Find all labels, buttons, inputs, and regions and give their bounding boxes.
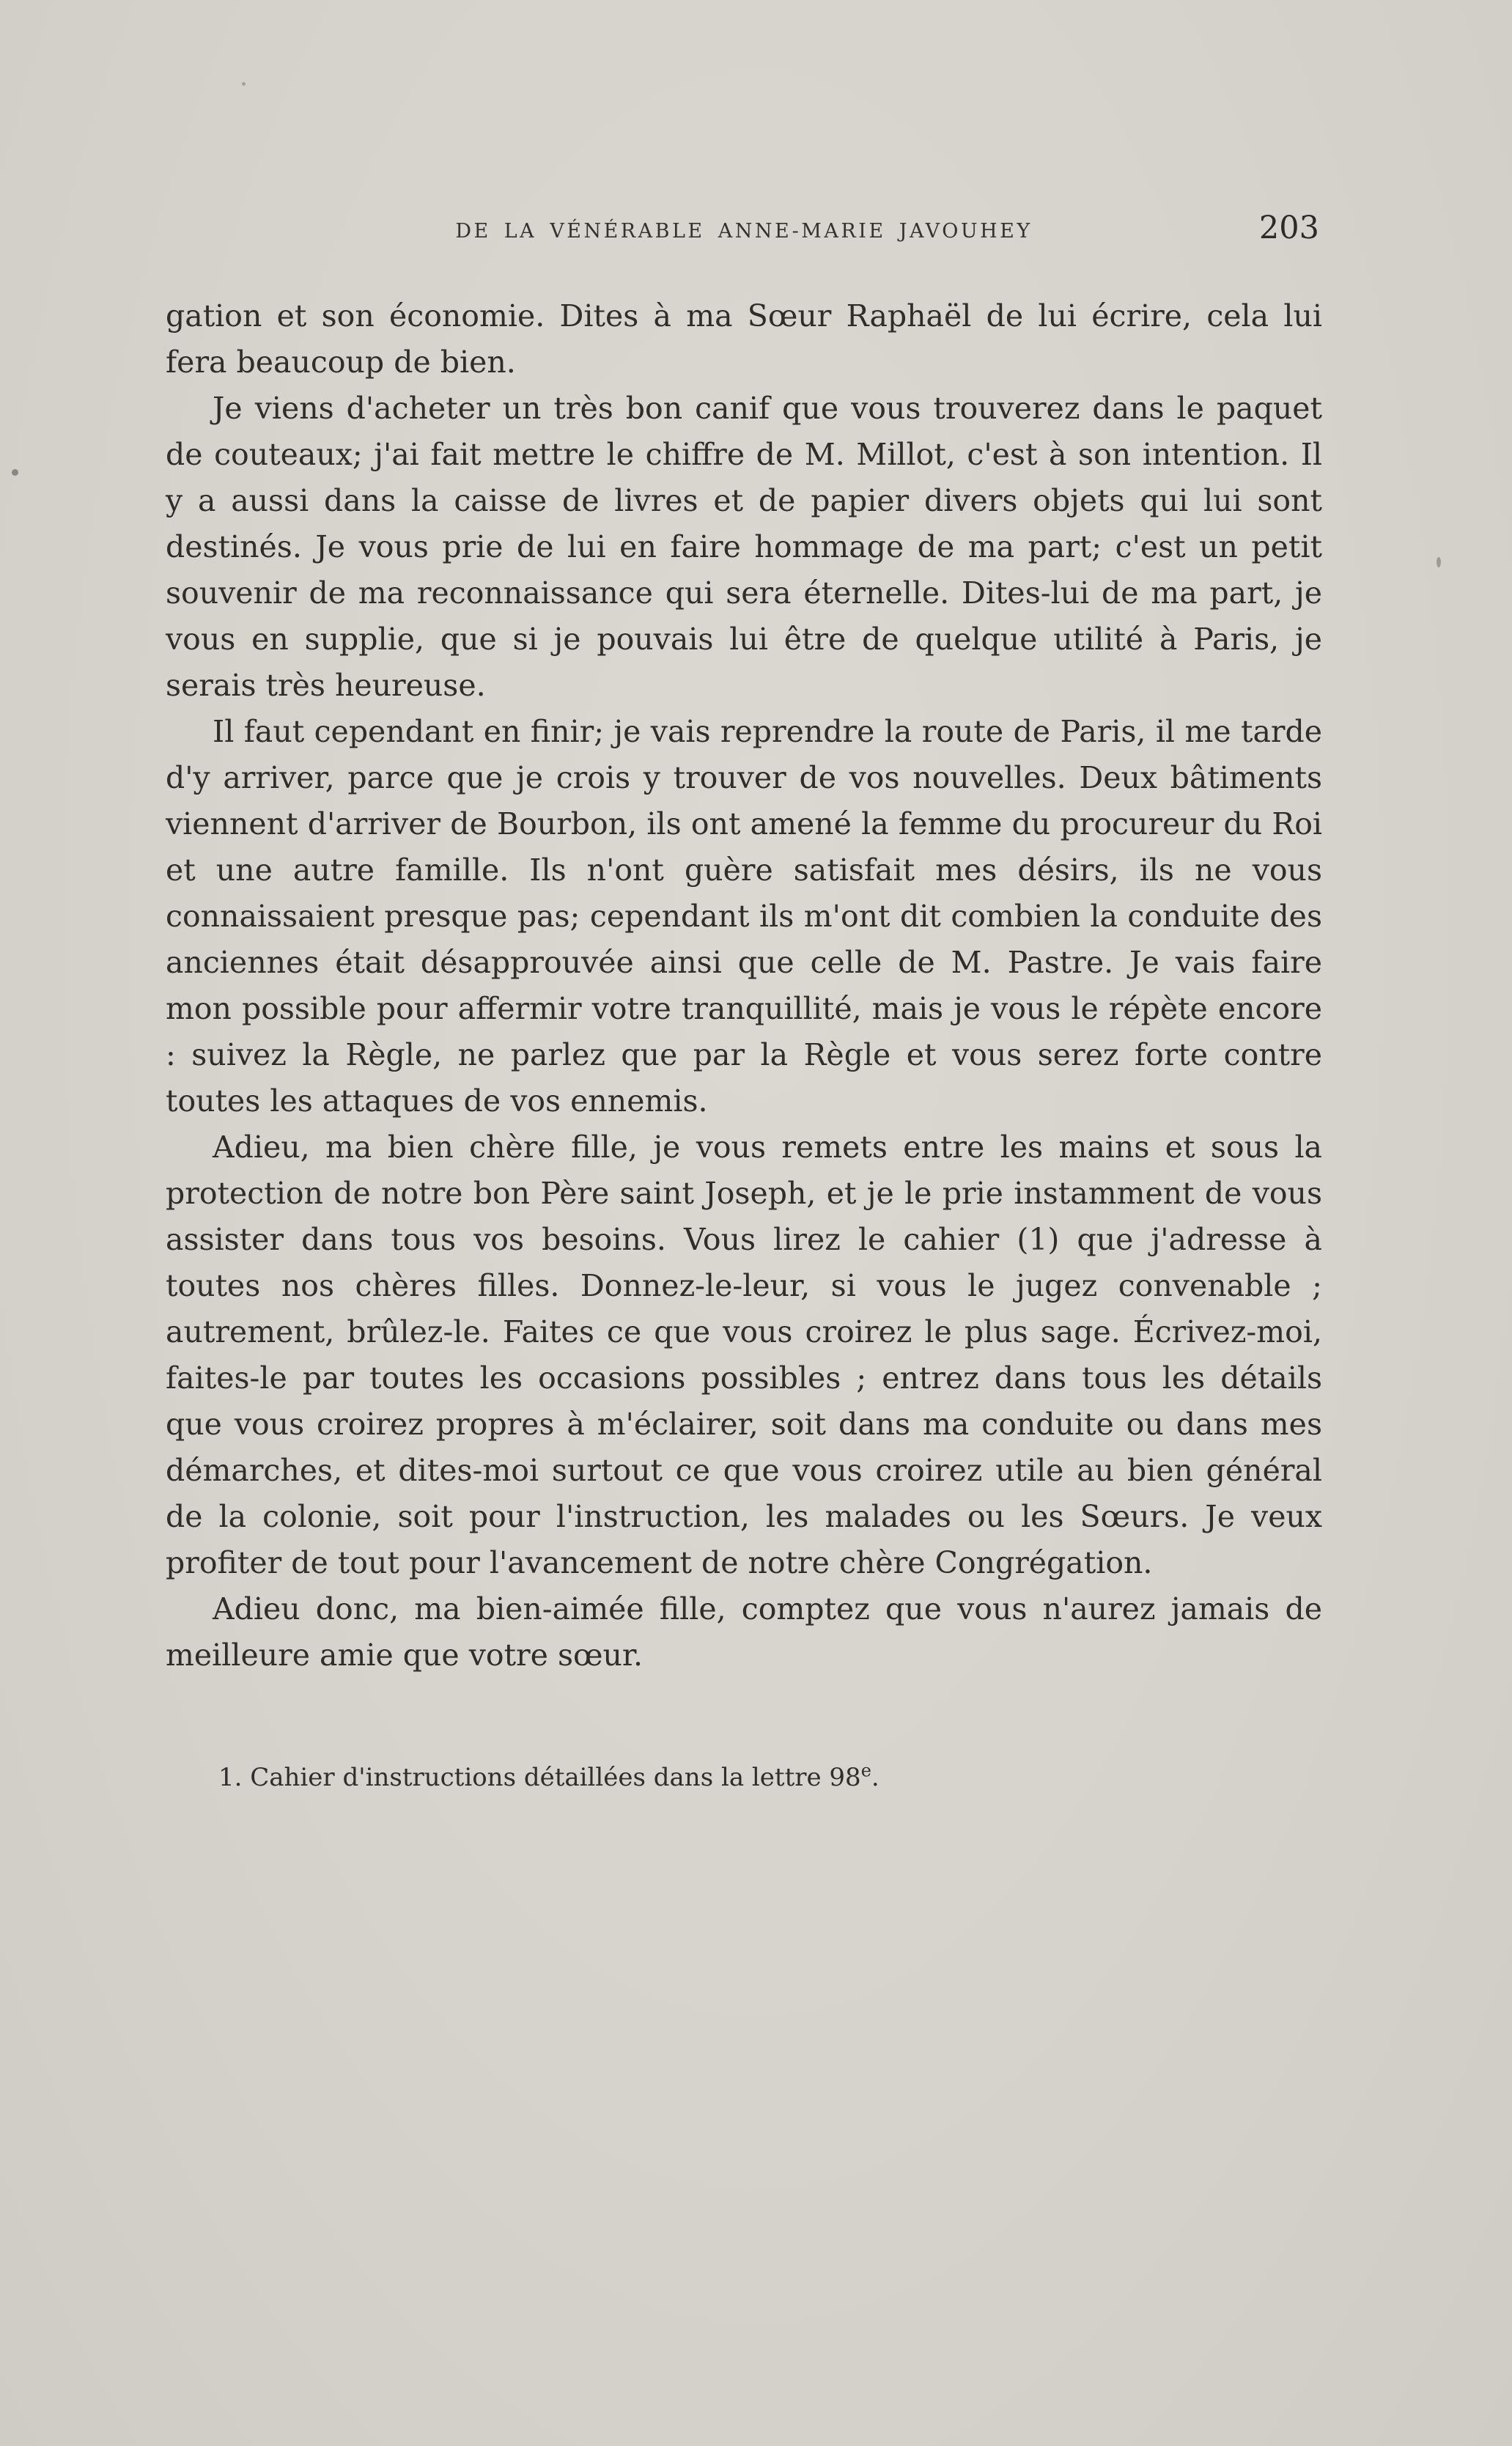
page-number: 203 [1258,210,1319,246]
scan-speck [12,469,18,476]
paragraph-continuation: gation et son économie. Dites à ma Sœur Raphaël de lui écrire, cela lui fera beaucoup de bien. [166,298,1322,380]
scan-speck [242,82,246,86]
footnote [166,1761,1322,1794]
paragraph: Adieu, ma bien chère fille, je vous remets entre les mains et sous la protection de notre bon Père saint Joseph, et je le prie instamment de vous assister dans tous vos besoins. Vous lirez le cahier (1) que j'adresse à toutes nos chères filles. Donnez-le-leur, si vous le jugez convenable ; autrement, brûlez-le. Faites ce que vous croirez le plus sage. Écrivez-moi, faites-le par toutes les occasions possibles ; entrez dans tous les détails que vous croirez propres à m'éclairer, soit dans ma conduite ou dans mes démarches, et dites-moi surtout ce que vous croirez utile au bien général de la colonie, soit pour l'instruction, les malades ou les Sœurs. Je veux profiter de tout pour l'avancement de notre chère Congrégation. [166,1130,1322,1580]
footnote-text: 1. Cahier d'instructions détaillées dans la lettre 98 [218,1763,861,1792]
footnote-period: . [871,1763,879,1792]
running-header [166,210,1322,252]
scan-speck [1437,557,1441,567]
footnote-superscript: e [860,1760,871,1781]
running-header-title: DE LA VÉNÉRABLE ANNE-MARIE JAVOUHEY [455,220,1033,243]
paragraph: Je viens d'acheter un très bon canif que vous trouverez dans le paquet de couteaux; j'ai fait mettre le chiffre de M. Millot, c'est à son intention. Il y a aussi dans la caisse de livres et de papier divers objets qui lui sont destinés. Je vous prie de lui en faire hommage de ma part; c'est un petit souvenir de ma reconnaissance qui sera éternelle. Dites-lui de ma part, je vous en supplie, que si je pouvais lui être de quelque utilité à Paris, je serais très heureuse. [166,391,1322,703]
paragraph: Il faut cependant en finir; je vais reprendre la route de Paris, il me tarde d'y arriver, parce que je crois y trouver de vos nouvelles. Deux bâtiments viennent d'arriver de Bourbon, ils ont amené la femme du procureur du Roi et une autre famille. Ils n'ont guère satisfait mes désirs, ils ne vous connaissaient presque pas; cependant ils m'ont dit combien la conduite des anciennes était désapprouvée ainsi que celle de M. Pastre. Je vais faire mon possible pour affermir votre tranquillité, mais je vous le répète encore : suivez la Règle, ne parlez que par la Règle et vous serez forte contre toutes les attaques de vos ennemis. [166,714,1322,1119]
text-column [166,210,1322,1794]
paragraph: Adieu donc, ma bien-aimée fille, comptez que vous n'aurez jamais de meilleure amie que votre sœur. [166,1591,1322,1673]
letter-body [166,293,1322,1679]
